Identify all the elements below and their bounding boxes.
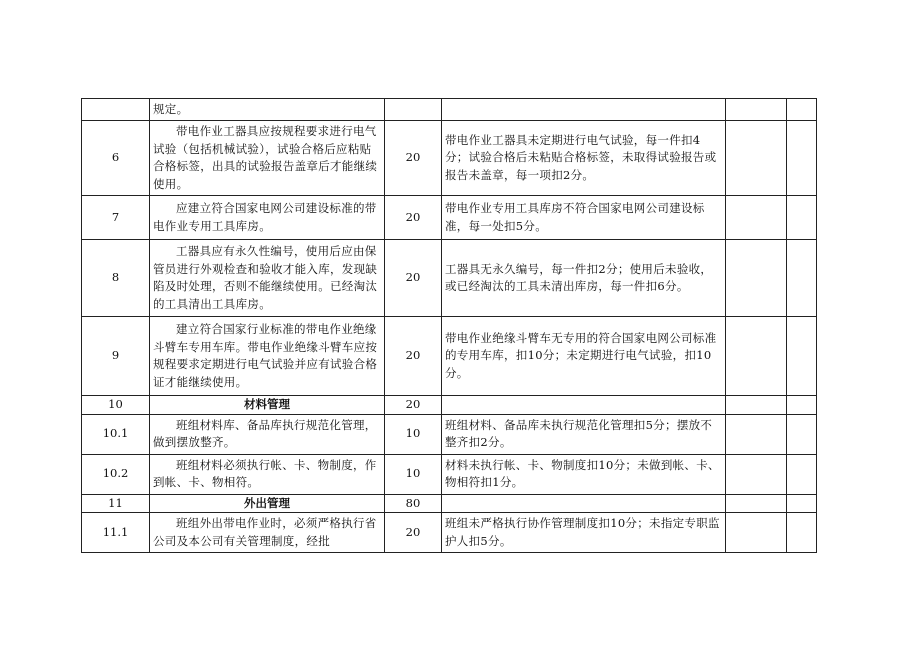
blank-cell (726, 196, 787, 240)
item-number: 9 (82, 317, 150, 396)
blank-cell (787, 121, 817, 196)
blank-cell (726, 240, 787, 317)
blank-cell (726, 513, 787, 553)
blank-cell (787, 494, 817, 513)
item-number: 7 (82, 196, 150, 240)
standard-cell: 班组未严格执行协作管理制度扣10分；未指定专职监护人扣5分。 (442, 513, 726, 553)
requirement-cell: 规定。 (150, 99, 385, 121)
item-number (82, 99, 150, 121)
item-number: 6 (82, 121, 150, 196)
table-row (82, 99, 817, 121)
item-number: 11.1 (82, 513, 150, 553)
score-cell: 20 (385, 513, 442, 553)
scoring-table (81, 98, 817, 553)
table-row (82, 240, 817, 317)
requirement-cell: 应建立符合国家电网公司建设标准的带电作业专用工具库房。 (150, 196, 385, 240)
table-row-category (82, 494, 817, 513)
blank-cell (787, 99, 817, 121)
standard-cell: 班组材料、备品库未执行规范化管理扣5分；摆放不整齐扣2分。 (442, 414, 726, 454)
table-row (82, 513, 817, 553)
requirement-cell: 工器具应有永久性编号，使用后应由保管员进行外观检查和验收才能入库，发现缺陷及时处理，否则不能继续使用。已经淘汰的工具清出工具库房。 (150, 240, 385, 317)
requirement-cell: 带电作业工器具应按规程要求进行电气试验（包括机械试验），试验合格后应粘贴合格标签，出具的试验报告盖章后才能继续使用。 (150, 121, 385, 196)
table-row (82, 414, 817, 454)
score-cell: 20 (385, 121, 442, 196)
standard-cell: 带电作业工器具未定期进行电气试验，每一件扣4分；试验合格后未粘贴合格标签，未取得试验报告或报告未盖章，每一项扣2分。 (442, 121, 726, 196)
item-number: 10.1 (82, 414, 150, 454)
score-cell: 10 (385, 414, 442, 454)
requirement-cell: 建立符合国家行业标准的带电作业绝缘斗臂车专用车库。带电作业绝缘斗臂车应按规程要求定期进行电气试验并应有试验合格证才能继续使用。 (150, 317, 385, 396)
blank-cell (726, 99, 787, 121)
blank-cell (442, 396, 726, 415)
blank-cell (787, 454, 817, 494)
category-title: 材料管理 (150, 396, 385, 415)
standard-cell: 材料未执行帐、卡、物制度扣10分；未做到帐、卡、物相符扣1分。 (442, 454, 726, 494)
item-number: 11 (82, 494, 150, 513)
blank-cell (726, 414, 787, 454)
standard-cell (442, 99, 726, 121)
blank-cell (787, 196, 817, 240)
standard-cell: 带电作业绝缘斗臂车无专用的符合国家电网公司标准的专用车库，扣10分；未定期进行电气试验，扣10分。 (442, 317, 726, 396)
score-cell: 20 (385, 396, 442, 415)
score-cell: 10 (385, 454, 442, 494)
table-row (82, 454, 817, 494)
blank-cell (787, 396, 817, 415)
blank-cell (787, 414, 817, 454)
blank-cell (787, 513, 817, 553)
blank-cell (442, 494, 726, 513)
item-number: 8 (82, 240, 150, 317)
score-cell: 80 (385, 494, 442, 513)
blank-cell (726, 317, 787, 396)
category-title: 外出管理 (150, 494, 385, 513)
standard-cell: 工器具无永久编号，每一件扣2分；使用后未验收，或已经淘汰的工具未清出库房，每一件扣6分。 (442, 240, 726, 317)
table-row-category (82, 396, 817, 415)
score-cell (385, 99, 442, 121)
table-row (82, 317, 817, 396)
blank-cell (726, 396, 787, 415)
blank-cell (726, 454, 787, 494)
blank-cell (726, 121, 787, 196)
score-cell: 20 (385, 240, 442, 317)
requirement-cell: 班组材料库、备品库执行规范化管理，做到摆放整齐。 (150, 414, 385, 454)
table-row (82, 121, 817, 196)
table-row (82, 196, 817, 240)
blank-cell (787, 317, 817, 396)
score-cell: 20 (385, 317, 442, 396)
blank-cell (787, 240, 817, 317)
score-cell: 20 (385, 196, 442, 240)
item-number: 10 (82, 396, 150, 415)
blank-cell (726, 494, 787, 513)
item-number: 10.2 (82, 454, 150, 494)
requirement-cell: 班组材料必须执行帐、卡、物制度，作到帐、卡、物相符。 (150, 454, 385, 494)
standard-cell: 带电作业专用工具库房不符合国家电网公司建设标准，每一处扣5分。 (442, 196, 726, 240)
requirement-cell: 班组外出带电作业时，必须严格执行省公司及本公司有关管理制度，经批 (150, 513, 385, 553)
